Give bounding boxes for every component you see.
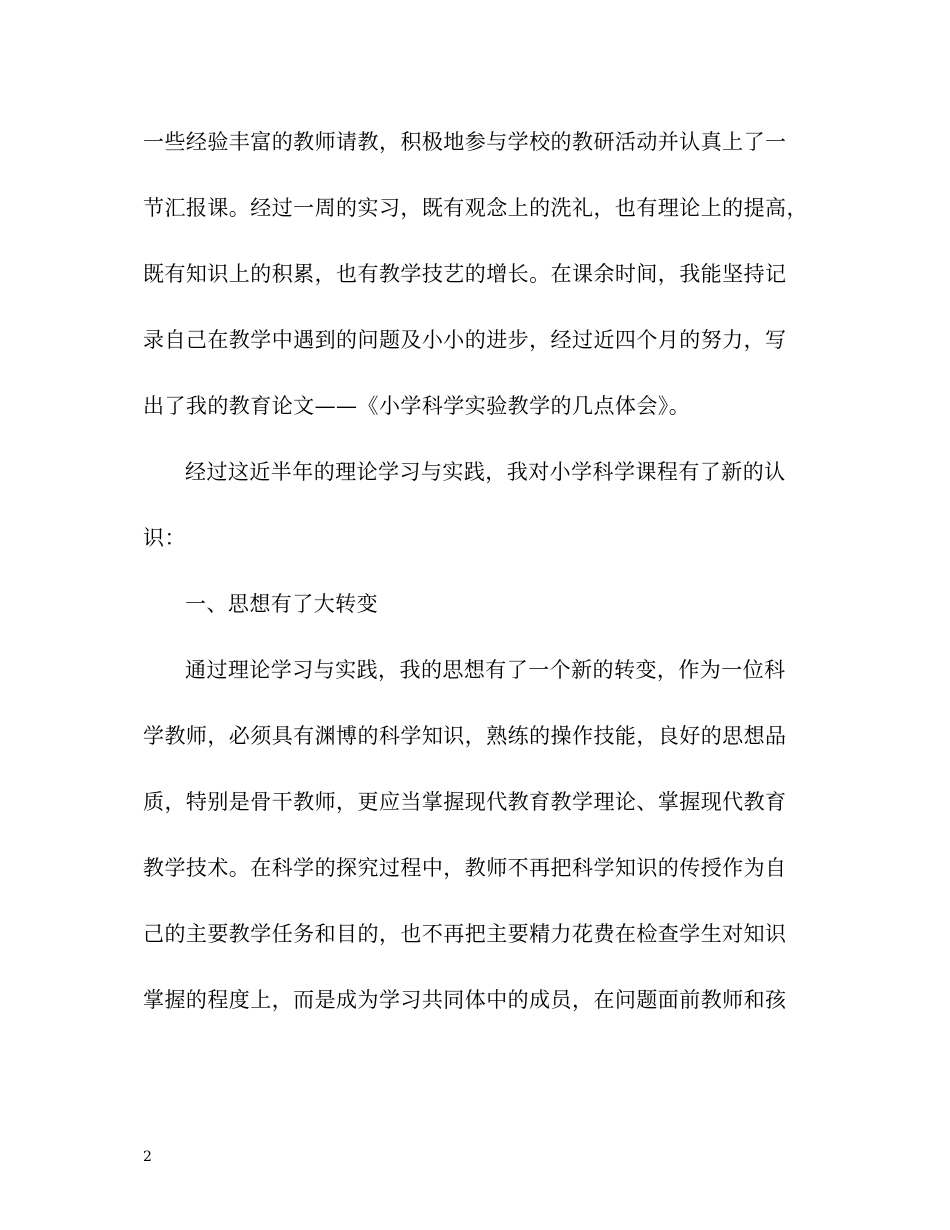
text-line-5: 出了我的教育论文——《小学科学实验教学的几点体会》。 [143, 394, 691, 418]
text-line-4: 录自己在教学中遇到的问题及小小的进步，经过近四个月的努力，写 [143, 328, 787, 352]
text-line-2: 节汇报课。经过一周的实习，既有观念上的洗礼，也有理论上的提高， [143, 196, 808, 220]
paragraph-start-line-2: 通过理论学习与实践，我的思想有了一个新的转变，作为一位科 [185, 658, 786, 682]
text-line-7: 识： [143, 526, 186, 550]
section-heading: 一、思想有了大转变 [185, 592, 379, 616]
text-line-10: 学教师，必须具有渊博的科学知识，熟练的操作技能，良好的思想品 [143, 724, 787, 748]
text-line-13: 己的主要教学任务和目的，也不再把主要精力花费在检查学生对知识 [143, 922, 787, 946]
paragraph-start-line: 经过这近半年的理论学习与实践，我对小学科学课程有了新的认 [185, 460, 786, 484]
text-line-14: 掌握的程度上，而是成为学习共同体中的成员，在问题面前教师和孩 [143, 988, 787, 1012]
text-line-11: 质，特别是骨干教师，更应当掌握现代教育教学理论、掌握现代教育 [143, 790, 787, 814]
text-line-1: 一些经验丰富的教师请教，积极地参与学校的教研活动并认真上了一 [143, 130, 787, 154]
text-line-12: 教学技术。在科学的探究过程中，教师不再把科学知识的传授作为自 [143, 856, 787, 880]
page-number: 2 [143, 1149, 152, 1165]
text-line-3: 既有知识上的积累，也有教学技艺的增长。在课余时间，我能坚持记 [143, 262, 787, 286]
